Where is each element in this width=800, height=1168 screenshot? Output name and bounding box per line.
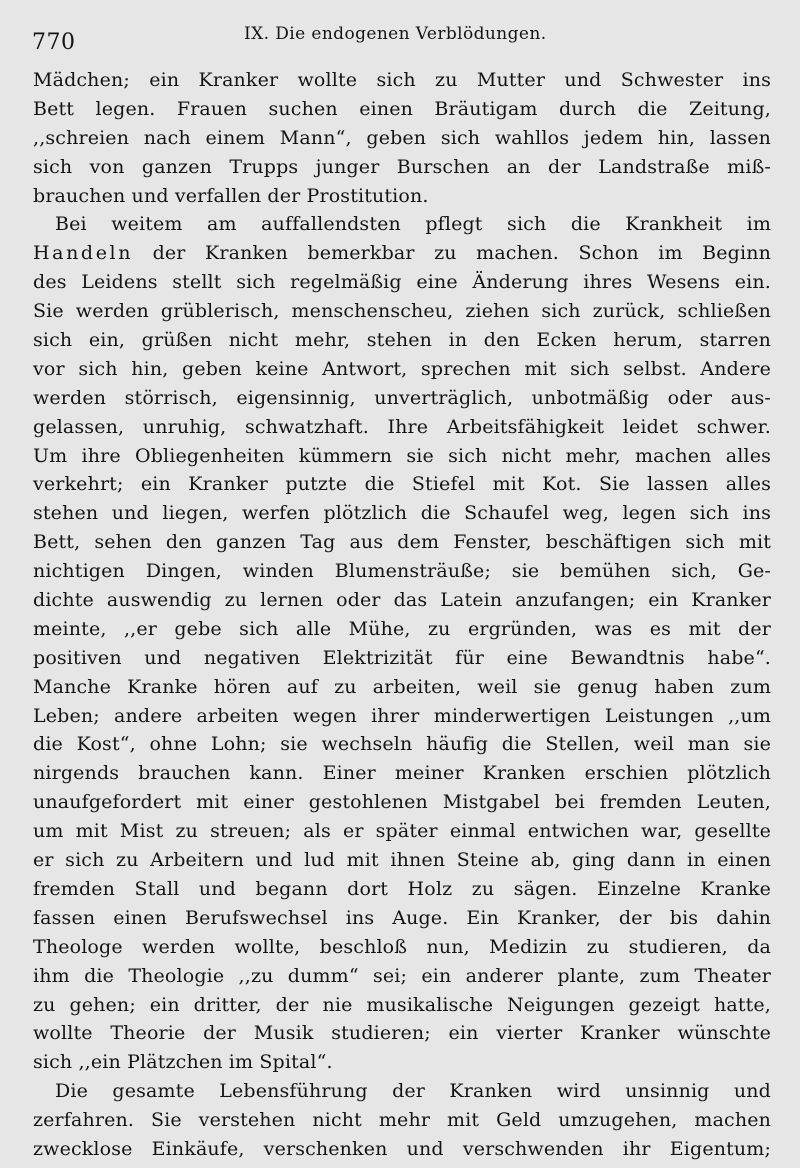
text-line: werden störrisch, eigensinnig, unverträglich, unbotmäßig oder aus- bbox=[33, 386, 771, 409]
text-line: Bei weitem am auffallendsten pflegt sich die Krankheit im bbox=[55, 213, 771, 236]
text-line: fremden Stall und begann dort Holz zu sägen. Einzelne Kranke bbox=[33, 877, 771, 900]
text-line: stehen und liegen, werfen plötzlich die Schaufel weg, legen sich ins bbox=[33, 502, 771, 525]
text-line: Manche Kranke hören auf zu arbeiten, weil sie genug haben zum bbox=[33, 675, 771, 698]
text-line: sich ,,ein Plätzchen im Spital“. bbox=[33, 1051, 333, 1074]
text-line: nichtigen Dingen, winden Blumensträuße; sie bemühen sich, Ge- bbox=[33, 560, 771, 583]
text-line: um mit Mist zu streuen; als er später einmal entwichen war, gesellte bbox=[33, 820, 771, 843]
text-line: des Leidens stellt sich regelmäßig eine Änderung ihres Wesens ein. bbox=[33, 271, 771, 294]
text-line: Bett legen. Frauen suchen einen Bräutigam durch die Zeitung, bbox=[33, 97, 771, 120]
text-line: unaufgefordert mit einer gestohlenen Mistgabel bei fremden Leuten, bbox=[33, 791, 771, 814]
body-text bbox=[33, 66, 771, 1164]
text-line: meinte, ,,er gebe sich alle Mühe, zu ergründen, was es mit der bbox=[33, 617, 771, 640]
running-title: IX. Die endogenen Verblödungen. bbox=[244, 24, 547, 44]
text-line: ,,schreien nach einem Mann“, geben sich wahllos jedem hin, lassen bbox=[33, 126, 771, 149]
text-line: positiven und negativen Elektrizität für eine Bewandtnis habe“. bbox=[33, 646, 771, 669]
text-line: die Kost“, ohne Lohn; sie wechseln häufig die Stellen, weil man sie bbox=[33, 733, 771, 756]
text-line: wollte Theorie der Musik studieren; ein vierter Kranker wünschte bbox=[33, 1022, 771, 1045]
line-remainder: der Kranken bemerkbar zu machen. Schon im Beginn bbox=[133, 242, 771, 265]
text-line: ihm die Theologie ,,zu dumm“ sei; ein anderer plante, zum Theater bbox=[33, 964, 771, 987]
text-line: sich ein, grüßen nicht mehr, stehen in den Ecken herum, starren bbox=[33, 329, 771, 352]
text-line: Die gesamte Lebensführung der Kranken wird unsinnig und bbox=[55, 1080, 771, 1103]
page-header bbox=[32, 22, 770, 55]
text-line: brauchen und verfallen der Prostitution. bbox=[33, 184, 429, 207]
text-line: Leben; andere arbeiten wegen ihrer minderwertigen Leistungen ,,um bbox=[33, 704, 771, 727]
text-line: Theologe werden wollte, beschloß nun, Medizin zu studieren, da bbox=[33, 935, 771, 958]
text-line: verkehrt; ein Kranker putzte die Stiefel mit Kot. Sie lassen alles bbox=[33, 473, 771, 496]
text-line: Mädchen; ein Kranker wollte sich zu Mutter und Schwester ins bbox=[33, 69, 771, 91]
text-line: sich von ganzen Trupps junger Burschen an der Landstraße miß- bbox=[33, 155, 771, 178]
text-line-emphasis bbox=[33, 239, 771, 268]
text-line: Sie werden grüblerisch, menschenscheu, ziehen sich zurück, schließen bbox=[33, 300, 771, 323]
text-line: Um ihre Obliegenheiten kümmern sie sich nicht mehr, machen alles bbox=[33, 444, 771, 467]
text-line: er sich zu Arbeitern und lud mit ihnen Steine ab, ging dann in einen bbox=[33, 849, 771, 872]
emphasized-word: Handeln bbox=[33, 242, 134, 265]
text-line: zwecklose Einkäufe, verschenken und verschwenden ihr Eigentum; bbox=[33, 1137, 771, 1160]
text-line: fassen einen Berufswechsel ins Auge. Ein Kranker, der bis dahin bbox=[33, 906, 771, 929]
text-line: gelassen, unruhig, schwatzhaft. Ihre Arbeitsfähigkeit leidet schwer. bbox=[33, 415, 771, 438]
text-line: Bett, sehen den ganzen Tag aus dem Fenster, beschäftigen sich mit bbox=[33, 531, 771, 554]
text-line: vor sich hin, geben keine Antwort, sprechen mit sich selbst. Andere bbox=[33, 357, 771, 380]
text-line: dichte auswendig zu lernen oder das Latein anzufangen; ein Kranker bbox=[33, 589, 771, 612]
text-line: zu gehen; ein dritter, der nie musikalische Neigungen gezeigt hatte, bbox=[33, 993, 771, 1016]
text-line: nirgends brauchen kann. Einer meiner Kranken erschien plötzlich bbox=[33, 762, 771, 785]
page-number: 770 bbox=[32, 30, 76, 55]
text-line: zerfahren. Sie verstehen nicht mehr mit Geld umzugehen, machen bbox=[33, 1109, 771, 1132]
